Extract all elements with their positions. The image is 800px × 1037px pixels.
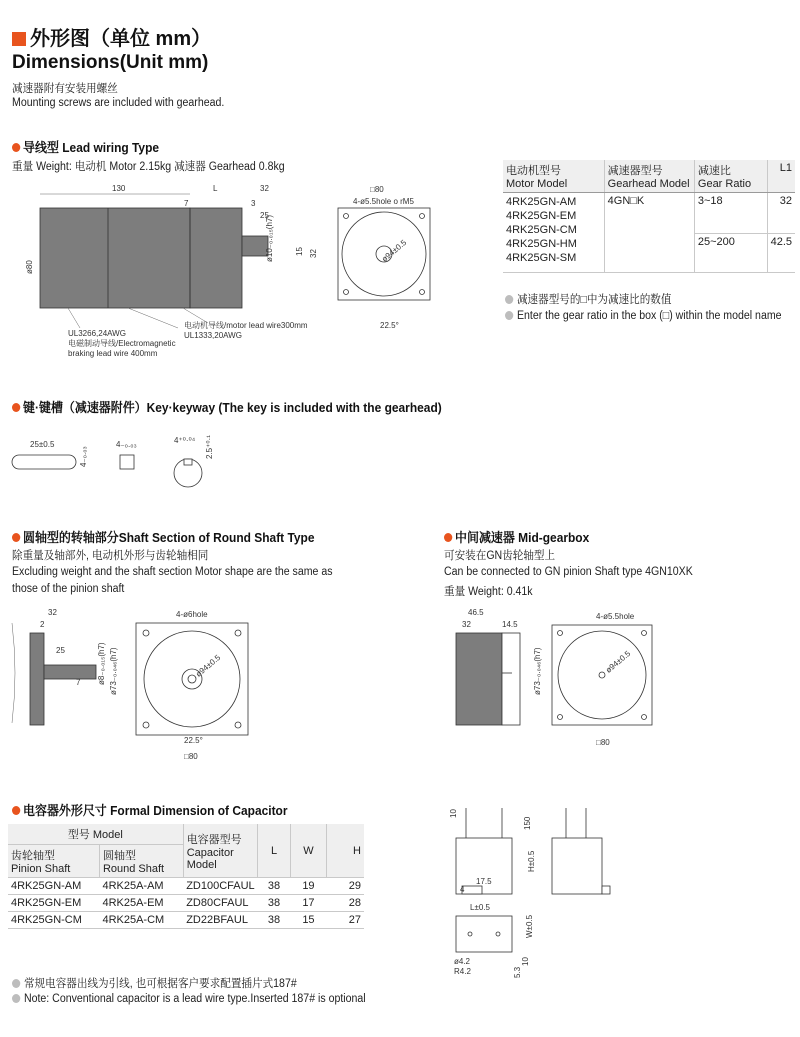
square-bullet-icon [12,32,26,46]
dim-32v: 32 [309,249,318,258]
cap-r42: R4.2 [454,967,471,976]
dim-130: 130 [112,184,126,193]
round-sq80: □80 [184,752,198,761]
th-ratio-en: Gear Ratio [697,178,752,190]
table-row [8,912,364,929]
label-ul1333: UL1333,20AWG [184,331,242,340]
page-title-cn: 外形图（单位 mm） [12,22,211,51]
round-phi73: ø73₋₀.₀₄₆(h7) [109,647,118,695]
bullet-icon [12,403,20,412]
lead-motor-drawing [8,178,498,368]
motor-model: 4RK25GN-CM [506,224,577,236]
cell: 4RK25GN-CM [8,912,99,929]
model-note-cn: 减速器型号的□中为减速比的数值 [505,291,671,307]
round-d32: 32 [48,608,57,617]
l1-2: 42.5 [767,234,795,273]
cap-h: H±0.5 [527,850,536,872]
mid-sq80: □80 [596,738,610,747]
label-ul3266: UL3266,24AWG [68,329,126,338]
capacitor-table [8,824,364,929]
round-pcd: ø94±0.5 [193,653,223,679]
round-holes: 4-ø6hole [176,610,208,619]
th-round-en: Round Shaft [102,863,165,875]
mid-line3: 重量 Weight: 0.41k [444,586,533,598]
th-cap-en: Capacitor Model [186,846,234,871]
section-round-shaft: 圆轴型的转轴部分Shaft Section of Round Shaft Type [12,527,315,546]
th-h: H [327,824,364,878]
mid-line2: Can be connected to GN pinion Shaft type 4GN10XK [444,566,693,578]
cell: 27 [327,912,364,929]
capacitor-drawing [440,798,620,983]
bullet-icon [505,311,513,320]
th-gear-en: Gearhead Model [607,178,690,190]
cap-note-cn: 常规电容器出线为引线, 也可根据客户要求配置插片式187# [12,975,297,991]
mid-d32: 32 [462,620,471,629]
cell: 4RK25A-AM [99,878,183,895]
dim-angle: 22.5° [380,321,399,330]
round-line2: Excluding weight and the shaft section Motor shape are the same as [12,566,333,578]
cell: 19 [290,878,326,895]
table-row [8,878,364,895]
cap-d4: 4 [460,885,465,894]
mid-d465: 46.5 [468,608,484,617]
th-model: 型号 Model [8,824,183,845]
cell: 4RK25GN-EM [8,895,99,912]
dim-15: 15 [295,247,304,256]
label-brake-cn: 电磁制动导线/Electromagnetic [68,339,176,348]
th-gear-cn: 减速器型号 [607,165,663,177]
key-len: 25±0.5 [30,440,55,449]
section-key: 键·键槽（减速器附件）Key·keyway (The key is included with the gearhead) [12,397,442,416]
th-w: W [290,824,326,878]
cell: 4RK25A-EM [99,895,183,912]
cell: ZD80CFAUL [183,895,257,912]
lead-weight: 重量 Weight: 电动机 Motor 2.15kg 减速器 Gearhead 0.8kg [12,161,285,173]
cap-phi42: ø4.2 [454,957,471,966]
key-w: 4₋₀.₀₃ [116,440,137,449]
cap-d175: 17.5 [476,877,492,886]
th-cap-cn: 电容器型号 [186,833,242,846]
cell: 38 [258,912,291,929]
cell: 4RK25GN-AM [8,878,99,895]
label-brake-en: braking lead wire 400mm [68,349,158,358]
mid-gearbox-drawing [440,603,660,753]
label-motor-lead: 电动机导线/motor lead wire300mm [184,321,308,330]
model-table [503,160,795,273]
cap-d10: 10 [449,809,458,818]
round-d7: 7 [76,678,81,687]
table-row [8,895,364,912]
cell: 28 [327,895,364,912]
section-mid-gearbox: 中间减速器 Mid-gearbox [444,527,589,546]
round-line3: those of the pinion shaft [12,583,125,595]
dim-32: 32 [260,184,269,193]
cell: 4RK25A-CM [99,912,183,929]
key-h: 4₋₀.₀₃ [79,446,88,467]
cap-d150: 150 [523,816,532,830]
page-title-en: Dimensions(Unit mm) [12,52,209,73]
motor-model: 4RK25GN-AM [506,196,577,208]
key-kd: 2.5⁺⁰·¹ [205,435,214,459]
cell: ZD100CFAUL [183,878,257,895]
th-motor-en: Motor Model [506,178,568,190]
model-note-en: Enter the gear ratio in the box (□) within the model name [505,310,782,322]
bullet-icon [12,806,20,815]
round-d25: 25 [56,646,65,655]
dim-3: 3 [251,199,256,208]
cell: 29 [327,878,364,895]
bullet-icon [12,979,20,988]
section-lead-wiring: 导线型 Lead wiring Type [12,137,159,156]
mid-pcd: ø94±0.5 [603,649,633,675]
motor-model: 4RK25GN-HM [506,238,577,250]
th-round-cn: 圆轴型 [102,850,136,862]
round-d2: 2 [40,620,45,629]
dim-L: L [213,184,218,193]
th-pinion-en: Pinion Shaft [11,863,71,875]
cap-w: W±0.5 [525,914,534,938]
dim-sq80: □80 [370,185,384,194]
cap-note-en: Note: Conventional capacitor is a lead wire type.Inserted 187# is optional [12,993,366,1005]
ratio-2: 25~200 [694,234,767,273]
cap-d53: 5.3 [513,966,522,978]
section-capacitor: 电容器外形尺寸 Formal Dimension of Capacitor [12,800,288,819]
key-drawing [8,425,238,495]
bullet-icon [444,533,452,542]
bullet-icon [12,533,20,542]
round-phi8: ø8₋₀.₀₁₅(h7) [97,642,106,685]
dim-phi80: ø80 [25,260,34,274]
th-l1: L1 [767,160,795,193]
motor-model: 4RK25GN-SM [506,252,577,264]
cell: 38 [258,895,291,912]
dim-25: 25 [260,211,269,220]
cell: 17 [290,895,326,912]
dim-pcd: ø94±0.5 [379,238,409,264]
mid-holes: 4-ø5.5hole [596,612,635,621]
note-cn: 减速器附有安装用螺丝 [12,83,118,95]
key-kw: 4⁺⁰·⁰⁴ [174,436,196,445]
gearhead-model: 4GN□K [604,193,694,273]
bullet-icon [505,295,513,304]
note-en: Mounting screws are included with gearhead. [12,97,225,109]
th-ratio-cn: 减速比 [697,165,731,177]
mid-phi73: ø73₋₀.₀₄₆(h7) [533,647,542,695]
cell: 38 [258,878,291,895]
dim-holes: 4-ø5.5hole o rM5 [353,197,414,206]
cell: ZD22BFAUL [183,912,257,929]
ratio-1: 3~18 [694,193,767,234]
th-pinion-cn: 齿轮轴型 [11,850,55,862]
round-angle: 22.5° [184,736,203,745]
cap-d10b: 10 [521,957,530,966]
th-motor-cn: 电动机型号 [506,165,561,177]
bullet-icon [12,143,20,152]
motor-model: 4RK25GN-EM [506,210,577,222]
l1-1: 32 [767,193,795,234]
round-line1: 除重量及轴部外, 电动机外形与齿轮轴相同 [12,550,209,562]
mid-line1: 可安装在GN齿轮轴型上 [444,550,556,562]
round-shaft-drawing [8,603,258,763]
cap-l: L±0.5 [470,903,490,912]
dim-phi10: ø10₋₀.₀₁₅(h7) [265,214,274,262]
dim-7: 7 [184,199,189,208]
cell: 15 [290,912,326,929]
mid-d145: 14.5 [502,620,518,629]
bullet-icon [12,994,20,1003]
th-l: L [258,824,291,878]
